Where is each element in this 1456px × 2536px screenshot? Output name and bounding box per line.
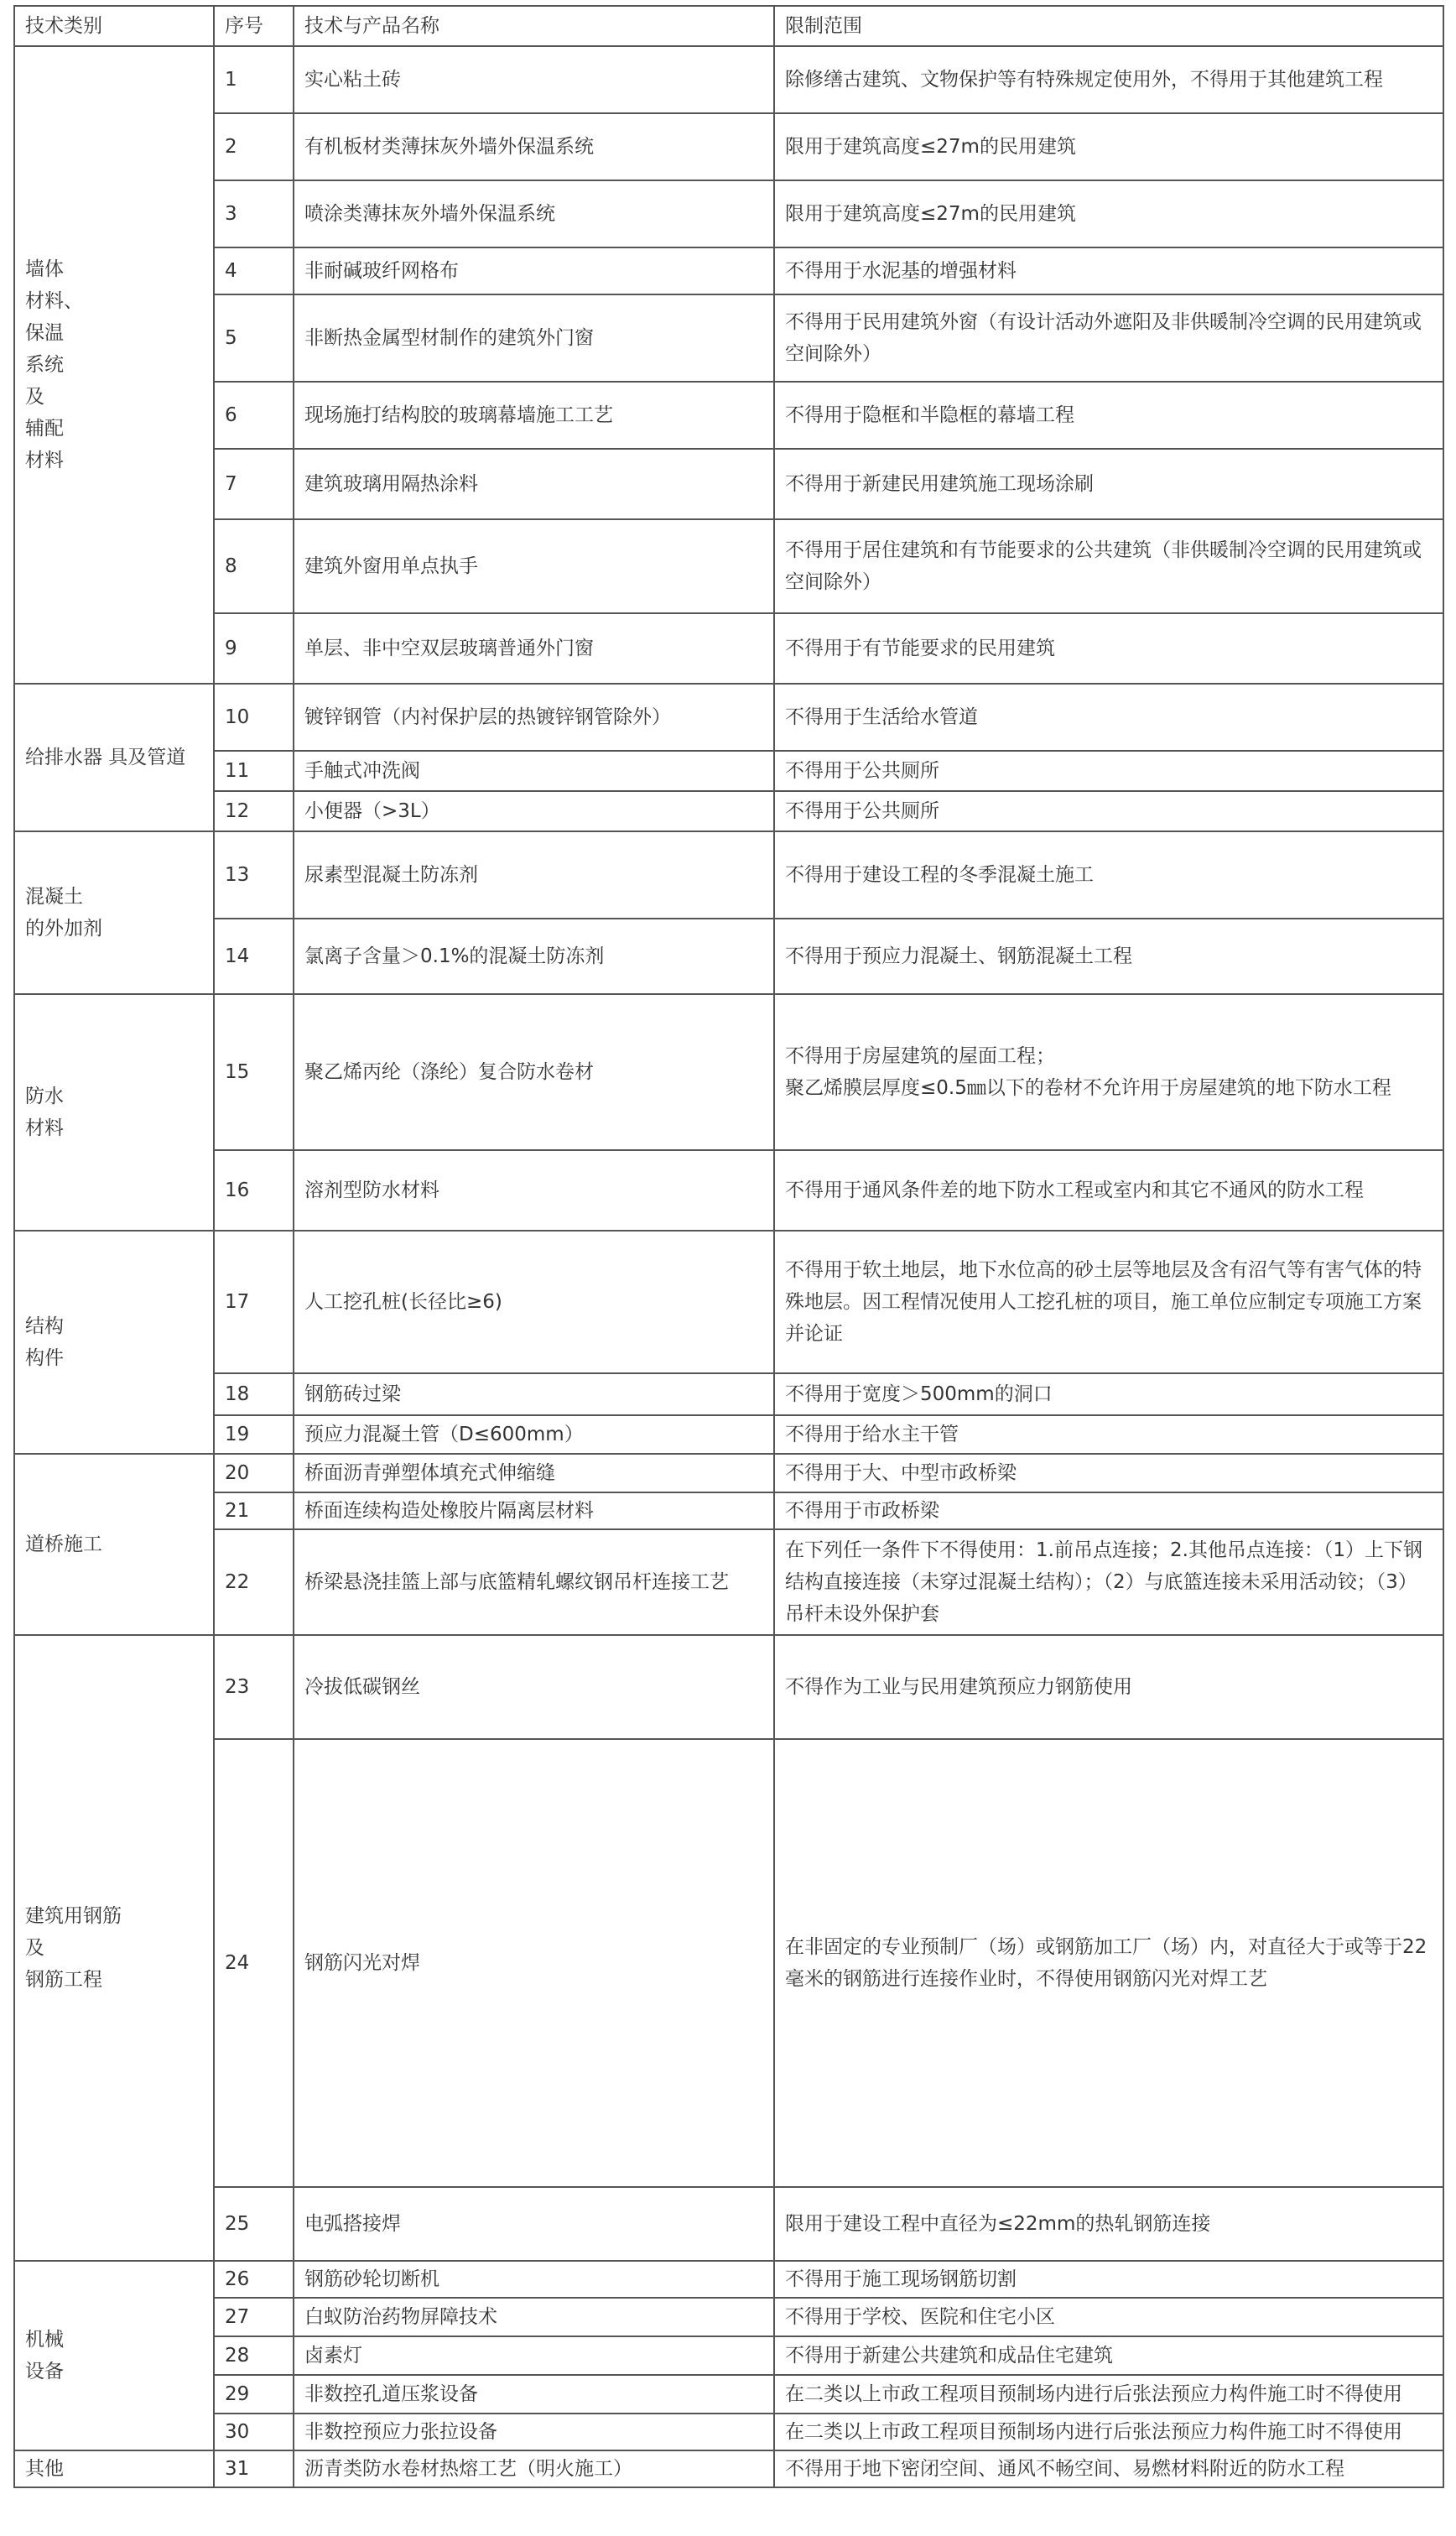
header-category: 技术类别 [14, 6, 214, 46]
row-number-cell: 4 [214, 247, 294, 294]
row-number-cell: 7 [214, 449, 294, 519]
product-name-cell: 沥青类防水卷材热熔工艺（明火施工） [294, 2450, 774, 2487]
row-number-cell: 18 [214, 1373, 294, 1415]
product-name-cell: 聚乙烯丙纶（涤纶）复合防水卷材 [294, 994, 774, 1150]
category-cell: 墙体 材料、 保温 系统 及 辅配 材料 [14, 46, 214, 684]
table-row [14, 46, 1443, 113]
table-row [14, 1635, 1443, 1739]
product-name-cell: 桥梁悬浇挂篮上部与底篮精轧螺纹钢吊杆连接工艺 [294, 1529, 774, 1635]
restriction-cell: 不得用于学校、医院和住宅小区 [774, 2298, 1443, 2336]
row-number-cell: 27 [214, 2298, 294, 2336]
row-number-cell: 6 [214, 382, 294, 449]
table-row [14, 791, 1443, 831]
table-row [14, 113, 1443, 180]
product-name-cell: 电弧搭接焊 [294, 2187, 774, 2261]
restriction-cell: 不得用于有节能要求的民用建筑 [774, 613, 1443, 684]
restriction-cell: 不得用于软土地层，地下水位高的砂土层等地层及含有沼气等有害气体的特殊地层。因工程情况使用人工挖孔桩的项目，施工单位应制定专项施工方案并论证 [774, 1231, 1443, 1373]
row-number-cell: 29 [214, 2375, 294, 2414]
table-row [14, 2414, 1443, 2450]
product-name-cell: 非数控预应力张拉设备 [294, 2414, 774, 2450]
restriction-cell: 不得用于给水主干管 [774, 1415, 1443, 1454]
table-row [14, 2187, 1443, 2261]
table-row [14, 1150, 1443, 1231]
product-name-cell: 钢筋砂轮切断机 [294, 2261, 774, 2298]
restriction-cell: 不得用于新建公共建筑和成品住宅建筑 [774, 2336, 1443, 2375]
restriction-cell: 在下列任一条件下不得使用：1.前吊点连接；2.其他吊点连接：（1）上下钢结构直接连接（未穿过混凝土结构）；（2）与底篮连接未采用活动铰；（3）吊杆未设外保护套 [774, 1529, 1443, 1635]
restriction-cell: 在二类以上市政工程项目预制场内进行后张法预应力构件施工时不得使用 [774, 2375, 1443, 2414]
row-number-cell: 9 [214, 613, 294, 684]
row-number-cell: 13 [214, 831, 294, 919]
product-name-cell: 溶剂型防水材料 [294, 1150, 774, 1231]
row-number-cell: 20 [214, 1454, 294, 1492]
table-row [14, 1373, 1443, 1415]
table-row [14, 1231, 1443, 1373]
table-row [14, 2375, 1443, 2414]
product-name-cell: 手触式冲洗阀 [294, 751, 774, 791]
table-row [14, 831, 1443, 919]
product-name-cell: 非数控孔道压浆设备 [294, 2375, 774, 2414]
row-number-cell: 3 [214, 180, 294, 247]
header-row [14, 6, 1443, 46]
header-product-name: 技术与产品名称 [294, 6, 774, 46]
row-number-cell: 16 [214, 1150, 294, 1231]
row-number-cell: 15 [214, 994, 294, 1150]
row-number-cell: 23 [214, 1635, 294, 1739]
product-name-cell: 冷拔低碳钢丝 [294, 1635, 774, 1739]
table-row [14, 2298, 1443, 2336]
row-number-cell: 21 [214, 1492, 294, 1529]
category-cell: 混凝土 的外加剂 [14, 831, 214, 994]
restriction-cell: 不得用于民用建筑外窗（有设计活动外遮阳及非供暖制冷空调的民用建筑或空间除外） [774, 294, 1443, 382]
table-row [14, 382, 1443, 449]
row-number-cell: 10 [214, 684, 294, 751]
restriction-cell: 不得用于建设工程的冬季混凝土施工 [774, 831, 1443, 919]
category-cell: 防水 材料 [14, 994, 214, 1231]
category-cell: 道桥施工 [14, 1454, 214, 1635]
product-name-cell: 现场施打结构胶的玻璃幕墙施工工艺 [294, 382, 774, 449]
restriction-cell: 不得用于公共厕所 [774, 751, 1443, 791]
table-row [14, 1739, 1443, 2187]
category-cell: 其他 [14, 2450, 214, 2487]
row-number-cell: 5 [214, 294, 294, 382]
restriction-cell: 除修缮古建筑、文物保护等有特殊规定使用外，不得用于其他建筑工程 [774, 46, 1443, 113]
row-number-cell: 19 [214, 1415, 294, 1454]
table-row [14, 247, 1443, 294]
row-number-cell: 22 [214, 1529, 294, 1635]
product-name-cell: 氯离子含量＞0.1%的混凝土防冻剂 [294, 919, 774, 994]
product-name-cell: 钢筋砖过梁 [294, 1373, 774, 1415]
restriction-cell: 在非固定的专业预制厂（场）或钢筋加工厂（场）内，对直径大于或等于22毫米的钢筋进行连接作业时，不得使用钢筋闪光对焊工艺 [774, 1739, 1443, 2187]
restriction-cell: 不得用于公共厕所 [774, 791, 1443, 831]
header-restriction-scope: 限制范围 [774, 6, 1443, 46]
row-number-cell: 17 [214, 1231, 294, 1373]
product-name-cell: 桥面沥青弹塑体填充式伸缩缝 [294, 1454, 774, 1492]
row-number-cell: 28 [214, 2336, 294, 2375]
product-name-cell: 单层、非中空双层玻璃普通外门窗 [294, 613, 774, 684]
row-number-cell: 8 [214, 519, 294, 613]
restriction-cell: 不得用于通风条件差的地下防水工程或室内和其它不通风的防水工程 [774, 1150, 1443, 1231]
row-number-cell: 11 [214, 751, 294, 791]
row-number-cell: 1 [214, 46, 294, 113]
restriction-cell: 限用于建筑高度≤27m的民用建筑 [774, 180, 1443, 247]
table-row [14, 751, 1443, 791]
category-cell: 建筑用钢筋 及 钢筋工程 [14, 1635, 214, 2261]
row-number-cell: 14 [214, 919, 294, 994]
table-row [14, 1492, 1443, 1529]
restriction-cell: 不得用于新建民用建筑施工现场涂刷 [774, 449, 1443, 519]
row-number-cell: 25 [214, 2187, 294, 2261]
restriction-cell: 在二类以上市政工程项目预制场内进行后张法预应力构件施工时不得使用 [774, 2414, 1443, 2450]
product-name-cell: 卤素灯 [294, 2336, 774, 2375]
restriction-cell: 不得用于隐框和半隐框的幕墙工程 [774, 382, 1443, 449]
restriction-table [13, 5, 1444, 2488]
product-name-cell: 有机板材类薄抹灰外墙外保温系统 [294, 113, 774, 180]
table-row [14, 449, 1443, 519]
category-cell: 机械 设备 [14, 2261, 214, 2450]
restriction-cell: 不得用于施工现场钢筋切割 [774, 2261, 1443, 2298]
category-cell: 结构 构件 [14, 1231, 214, 1454]
table-row [14, 180, 1443, 247]
restriction-cell: 不得用于水泥基的增强材料 [774, 247, 1443, 294]
restriction-cell: 限用于建设工程中直径为≤22mm的热轧钢筋连接 [774, 2187, 1443, 2261]
row-number-cell: 2 [214, 113, 294, 180]
table-row [14, 994, 1443, 1150]
product-name-cell: 人工挖孔桩(长径比≥6) [294, 1231, 774, 1373]
category-cell: 给排水器 具及管道 [14, 684, 214, 831]
product-name-cell: 镀锌钢管（内衬保护层的热镀锌钢管除外） [294, 684, 774, 751]
restriction-cell: 不得用于预应力混凝土、钢筋混凝土工程 [774, 919, 1443, 994]
product-name-cell: 钢筋闪光对焊 [294, 1739, 774, 2187]
table-row [14, 519, 1443, 613]
row-number-cell: 26 [214, 2261, 294, 2298]
table-row [14, 1415, 1443, 1454]
restriction-cell: 不得用于市政桥梁 [774, 1492, 1443, 1529]
table-row [14, 2450, 1443, 2487]
table-body [14, 46, 1443, 2487]
table-row [14, 613, 1443, 684]
restriction-cell: 不得用于宽度＞500mm的洞口 [774, 1373, 1443, 1415]
table-row [14, 2336, 1443, 2375]
product-name-cell: 尿素型混凝土防冻剂 [294, 831, 774, 919]
row-number-cell: 31 [214, 2450, 294, 2487]
table-row [14, 1529, 1443, 1635]
table-row [14, 294, 1443, 382]
row-number-cell: 24 [214, 1739, 294, 2187]
product-name-cell: 实心粘土砖 [294, 46, 774, 113]
table-row [14, 919, 1443, 994]
restriction-cell: 不得用于居住建筑和有节能要求的公共建筑（非供暖制冷空调的民用建筑或空间除外） [774, 519, 1443, 613]
product-name-cell: 白蚁防治药物屏障技术 [294, 2298, 774, 2336]
restriction-cell: 不得用于地下密闭空间、通风不畅空间、易燃材料附近的防水工程 [774, 2450, 1443, 2487]
product-name-cell: 预应力混凝土管（D≤600mm） [294, 1415, 774, 1454]
restriction-cell: 不得作为工业与民用建筑预应力钢筋使用 [774, 1635, 1443, 1739]
restriction-cell: 不得用于大、中型市政桥梁 [774, 1454, 1443, 1492]
product-name-cell: 非断热金属型材制作的建筑外门窗 [294, 294, 774, 382]
product-name-cell: 小便器（>3L） [294, 791, 774, 831]
product-name-cell: 非耐碱玻纤网格布 [294, 247, 774, 294]
product-name-cell: 建筑外窗用单点执手 [294, 519, 774, 613]
header-number: 序号 [214, 6, 294, 46]
restriction-cell: 限用于建筑高度≤27m的民用建筑 [774, 113, 1443, 180]
table-row [14, 684, 1443, 751]
product-name-cell: 桥面连续构造处橡胶片隔离层材料 [294, 1492, 774, 1529]
restriction-cell: 不得用于房屋建筑的屋面工程； 聚乙烯膜层厚度≤0.5㎜以下的卷材不允许用于房屋建筑的地下防水工程 [774, 994, 1443, 1150]
product-name-cell: 喷涂类薄抹灰外墙外保温系统 [294, 180, 774, 247]
product-name-cell: 建筑玻璃用隔热涂料 [294, 449, 774, 519]
row-number-cell: 12 [214, 791, 294, 831]
table-row [14, 2261, 1443, 2298]
table-row [14, 1454, 1443, 1492]
restriction-cell: 不得用于生活给水管道 [774, 684, 1443, 751]
row-number-cell: 30 [214, 2414, 294, 2450]
